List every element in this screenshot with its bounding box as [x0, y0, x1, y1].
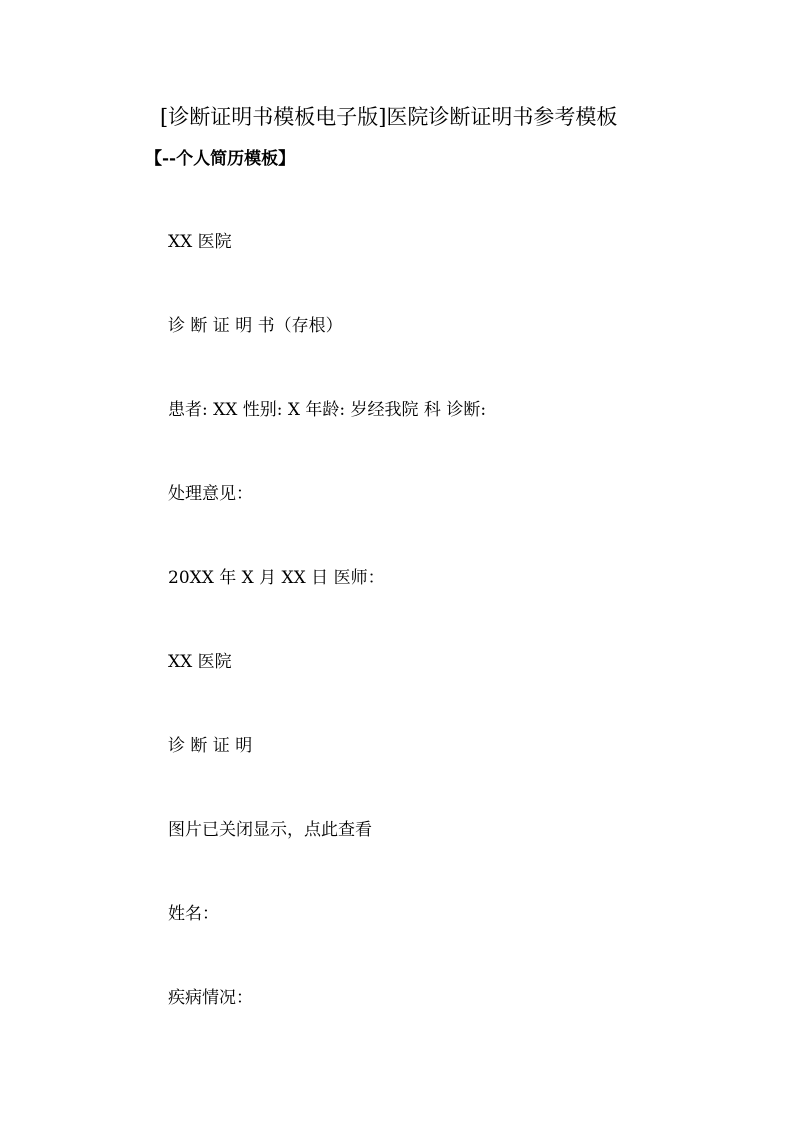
name-label: 姓名： [168, 904, 219, 924]
document-title: [诊断证明书模板电子版]医院诊断证明书参考模板 [160, 105, 618, 129]
document-subtitle: 【--个人简历模板】 [145, 149, 296, 169]
hospital-name-second: XX 医院 [168, 652, 232, 672]
hospital-name: XX 医院 [168, 232, 232, 252]
treatment-opinion-label: 处理意见： [168, 484, 253, 504]
date-doctor-line: 20XX 年 X 月 XX 日 医师： [168, 568, 385, 588]
image-hidden-link[interactable]: 图片已关闭显示，点此查看 [168, 820, 372, 840]
certificate-heading: 诊 断 证 明 [168, 736, 253, 756]
certificate-stub-heading: 诊 断 证 明 书（存根） [168, 316, 343, 336]
disease-condition-label: 疾病情况： [168, 988, 253, 1008]
patient-info-line: 患者: XX 性别: X 年龄: 岁经我院 科 诊断: [168, 400, 487, 420]
